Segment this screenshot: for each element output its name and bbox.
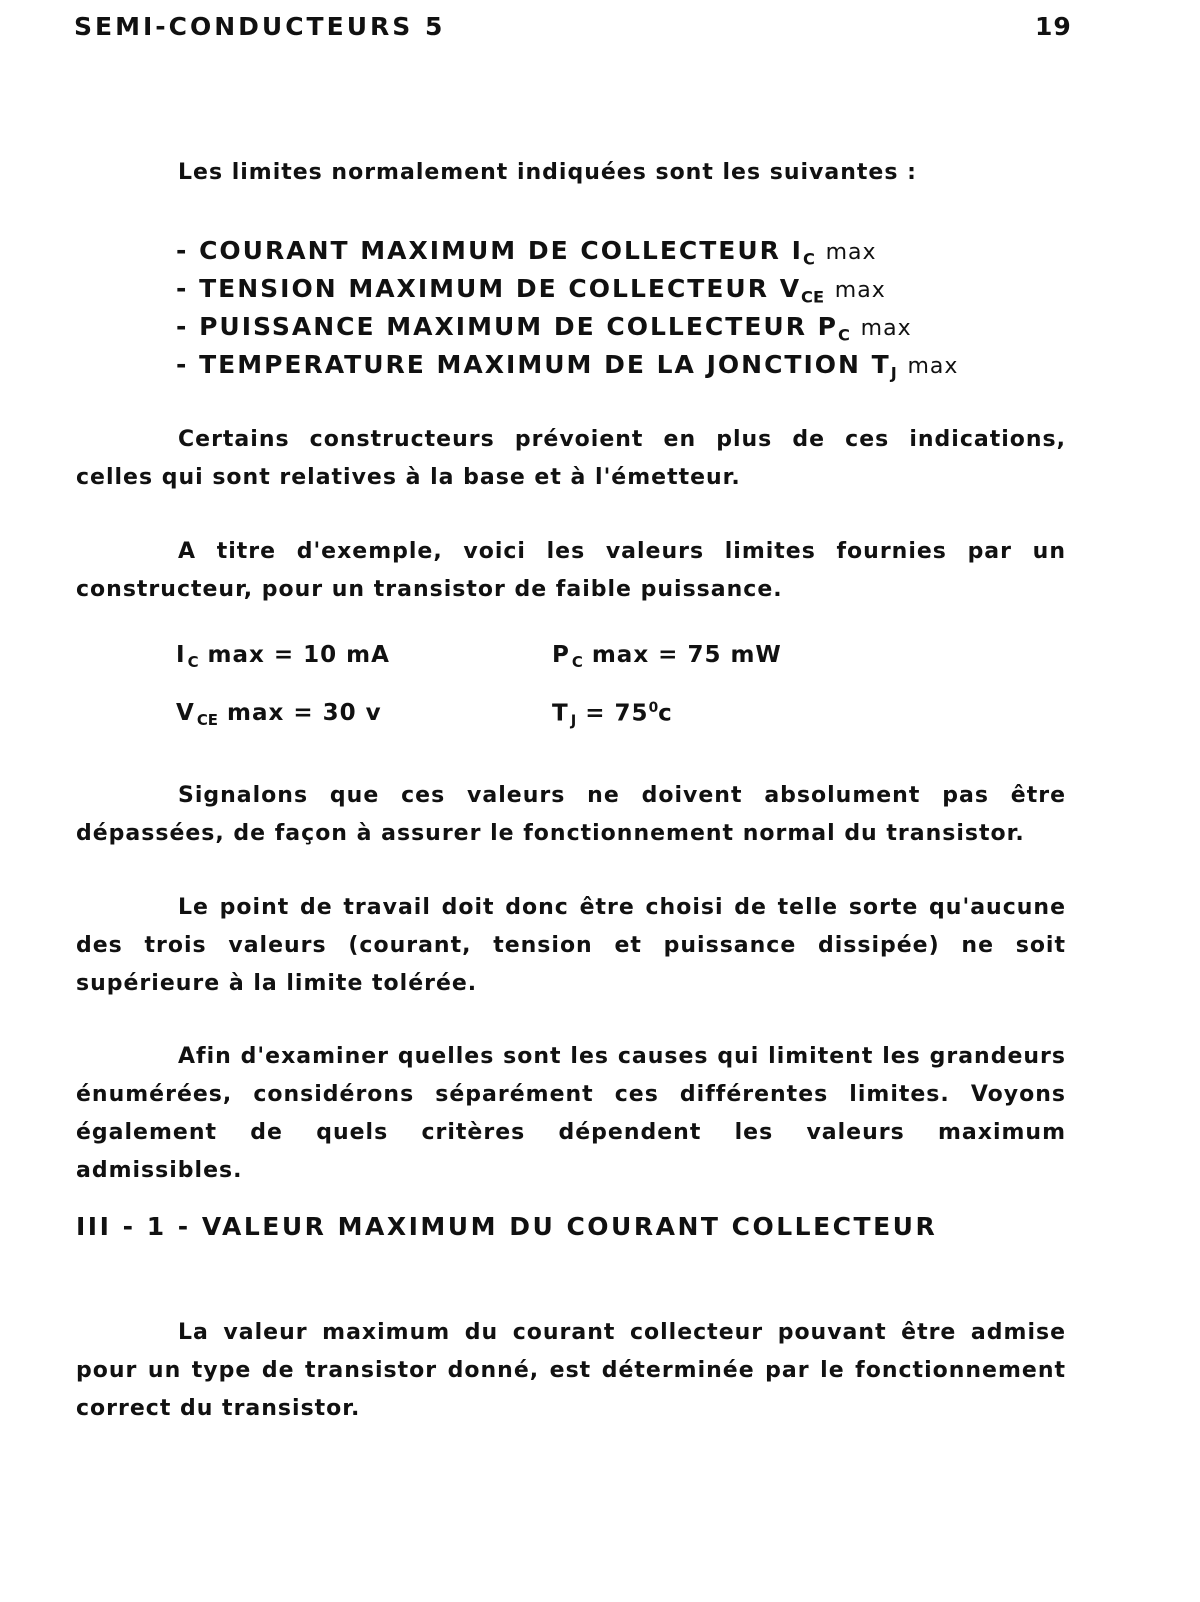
value-collector-power: $P_C$ max = 75 mW	[552, 642, 782, 672]
running-title: SEMI-CONDUCTEURS 5	[74, 12, 446, 41]
paragraph-constructors: Certains constructeurs prévoient en plus de ces indications, celles qui sont relatives à la base et à l'émetteur.	[76, 427, 1066, 490]
intro-sentence: Les limites normalement indiquées sont les suivantes :	[178, 160, 917, 185]
value-collector-current: $I_C$ max = 10 mA	[176, 642, 390, 672]
limit-item-collector-current: - COURANT MAXIMUM DE COLLECTEUR $I_C$ max	[176, 236, 877, 269]
value-collector-voltage: $V_{CE}$ max = 30 v	[176, 700, 382, 730]
value-junction-temperature: $T_J = 75^0c$	[552, 700, 673, 730]
limit-item-collector-power: - PUISSANCE MAXIMUM DE COLLECTEUR $P_C$ max	[176, 312, 912, 345]
page-number: 19	[1035, 12, 1072, 41]
paragraph-examine: Afin d'examiner quelles sont les causes qui limitent les grandeurs énumérées, considérons séparément ces différentes limites. Voyons également de quels critères dépendent les valeurs maximum admissibles.	[76, 1044, 1066, 1183]
paragraph-example: A titre d'exemple, voici les valeurs limites fournies par un constructeur, pour un transistor de faible puissance.	[76, 539, 1066, 602]
paragraph-operating-point: Le point de travail doit donc être choisi de telle sorte qu'aucune des trois valeurs (courant, tension et puissance dissipée) ne soit supérieure à la limite tolérée.	[76, 895, 1066, 996]
paragraph-signal: Signalons que ces valeurs ne doivent absolument pas être dépassées, de façon à assurer le fonctionnement normal du transistor.	[76, 783, 1066, 846]
limits-list	[176, 232, 958, 384]
section-heading: III - 1 - VALEUR MAXIMUM DU COURANT COLLECTEUR	[76, 1212, 938, 1241]
paragraph-collector-current: La valeur maximum du courant collecteur pouvant être admise pour un type de transistor donné, est déterminée par le fonctionnement correct du transistor.	[76, 1320, 1066, 1421]
limit-item-collector-voltage: - TENSION MAXIMUM DE COLLECTEUR $V_{CE}$ max	[176, 274, 886, 307]
limit-item-junction-temperature: - TEMPERATURE MAXIMUM DE LA JONCTION $T_J$ max	[176, 350, 959, 383]
